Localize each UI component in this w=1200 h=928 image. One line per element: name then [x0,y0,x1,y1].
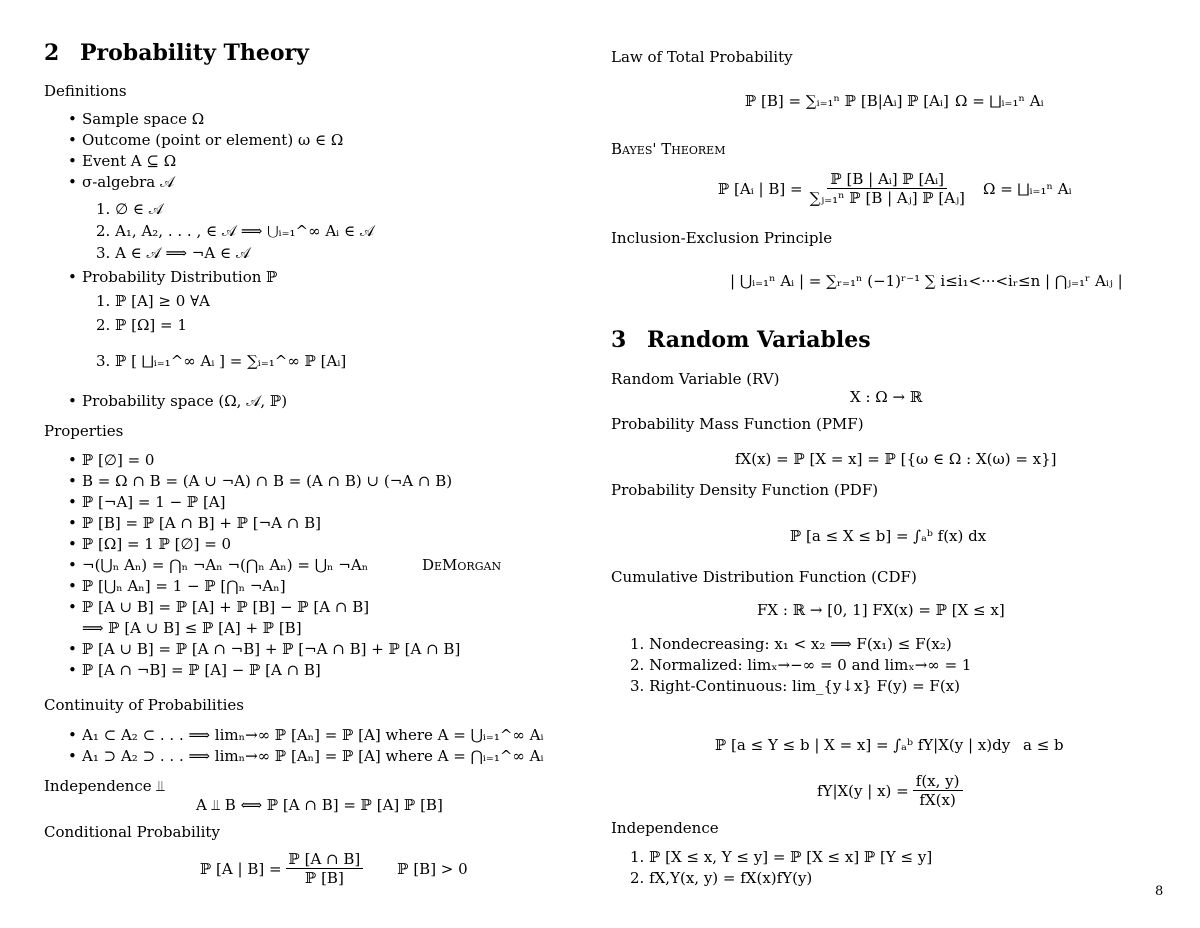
list-item: • Probability Distribution ℙ [68,268,278,286]
bullet-icon: • [68,577,77,595]
cond-lhs: ℙ [A | B] = [200,859,282,878]
bullet-icon: • [68,392,77,410]
list-item: • ¬(⋃ₙ Aₙ) = ⋂ₙ ¬Aₙ ¬(⋂ₙ Aₙ) = ⋃ₙ ¬Aₙ DeMorgan [68,556,502,574]
bayes-label: Bayes' Theorem [611,140,726,158]
conditional-label: Conditional Probability [44,823,220,841]
cond-rhs: ℙ [B] > 0 [397,859,468,878]
bullet-icon: • [68,726,77,744]
pmf-equation: fX(x) = ℙ [X = x] = ℙ [{ω ∈ Ω : X(ω) = x}] [735,450,1057,468]
list-item: • ℙ [A ∪ B] = ℙ [A ∩ ¬B] + ℙ [¬A ∩ B] + ℙ [A ∩ B] [68,640,461,658]
bayes-numerator: ℙ [B | Aᵢ] ℙ [Aᵢ] [827,170,947,189]
cond-density-equation [817,772,967,809]
cdf-equation: FX : ℝ → [0, 1] FX(x) = ℙ [X ≤ x] [757,601,1005,619]
cond-density-fraction [913,772,963,809]
sigma-algebra-list [96,200,374,266]
prob-dist-list [96,292,346,382]
list-item: • A₁ ⊃ A₂ ⊃ . . . ⟹ limₙ→∞ ℙ [Aₙ] = ℙ [A] where A = ⋂ᵢ₌₁^∞ Aᵢ [68,747,544,765]
bayes-denominator: ∑ⱼ₌₁ⁿ ℙ [B | Aⱼ] ℙ [Aⱼ] [809,189,965,207]
bayes-equation [718,170,972,207]
list-item: • ℙ [A ∩ ¬B] = ℙ [A] − ℙ [A ∩ B] [68,661,321,679]
section-3-title [611,327,871,353]
list-item: • Outcome (point or element) ω ∈ Ω [68,131,344,149]
bullet-icon: • [68,535,77,553]
cond-density-numerator: f(x, y) [913,772,963,791]
incl-excl-equation: | ⋃ᵢ₌₁ⁿ Aᵢ | = ∑ᵣ₌₁ⁿ (−1)ʳ⁻¹ ∑ i≤i₁<···<iᵣ≤n | ⋂ⱼ₌₁ʳ Aᵢⱼ | [730,272,1123,290]
list-item: 3. ℙ [ ⨆ᵢ₌₁^∞ Aᵢ ] = ∑ᵢ₌₁^∞ ℙ [Aᵢ] [96,352,347,370]
list-item: • A₁ ⊂ A₂ ⊂ . . . ⟹ limₙ→∞ ℙ [Aₙ] = ℙ [A] where A = ⋃ᵢ₌₁^∞ Aᵢ [68,726,544,744]
bullet-icon: • [68,451,77,469]
pdf-label: Probability Density Function (PDF) [611,481,879,499]
properties-list [68,451,502,682]
list-item: • ℙ [∅] = 0 [68,451,155,469]
bayes-lhs: ℙ [Aᵢ | B] = [718,179,803,198]
total-prob-label: Law of Total Probability [611,48,793,66]
list-item: 3. A ∈ 𝒜 ⟹ ¬A ∈ 𝒜 [96,244,251,262]
bullet-icon: • [68,110,77,128]
section-number: 3 [611,327,627,353]
page-number: 8 [1155,884,1164,899]
list-item: 1. ℙ [X ≤ x, Y ≤ y] = ℙ [X ≤ x] ℙ [Y ≤ y] [630,848,933,866]
list-item: • ℙ [Ω] = 1 ℙ [∅] = 0 [68,535,232,553]
list-item: • ℙ [B] = ℙ [A ∩ B] + ℙ [¬A ∩ B] [68,514,321,532]
list-item: 2. Normalized: limₓ→−∞ = 0 and limₓ→∞ = 1 [630,656,972,674]
section-2-title [44,40,309,66]
list-item: • Probability space (Ω, 𝒜, ℙ) [68,392,288,410]
list-item: • B = Ω ∩ B = (A ∪ ¬A) ∩ B = (A ∩ B) ∪ (¬A ∩ B) [68,472,453,490]
bullet-icon: • [68,556,77,574]
cond-pdf-condition: a ≤ b [1023,736,1064,754]
independence-equation: A ⫫ B ⟺ ℙ [A ∩ B] = ℙ [A] ℙ [B] [196,796,443,814]
list-item: • ℙ [¬A] = 1 − ℙ [A] [68,493,226,511]
section-title-text: Probability Theory [80,40,309,66]
bullet-icon: • [68,514,77,532]
list-item: • σ-algebra 𝒜 [68,173,175,191]
list-item: 1. ∅ ∈ 𝒜 [96,200,163,218]
rv-equation: X : Ω → ℝ [850,388,923,406]
cdf-label: Cumulative Distribution Function (CDF) [611,568,917,586]
cdf-properties-list [630,635,971,698]
rv-independence-list [630,848,932,890]
bullet-icon: • [68,472,77,490]
bayes-fraction [807,170,968,207]
definitions-list [68,110,344,194]
cond-pdf-equation: ℙ [a ≤ Y ≤ b | X = x] = ∫ₐᵇ fY|X(y | x)dy [715,736,1011,754]
list-item: • Event A ⊆ Ω [68,152,177,170]
cond-fraction [286,850,364,887]
cond-denominator: ℙ [B] [305,869,344,887]
pdf-equation: ℙ [a ≤ X ≤ b] = ∫ₐᵇ f(x) dx [790,527,987,545]
bullet-icon: • [68,747,77,765]
cond-density-lhs: fY|X(y | x) = [817,781,909,800]
section-title-text: Random Variables [647,327,871,353]
list-item: 3. Right-Continuous: lim_{y↓x} F(y) = F(x) [630,677,960,695]
independence-label: Independence ⫫ [44,777,165,795]
bullet-icon: • [68,661,77,679]
list-item: • ℙ [⋃ₙ Aₙ] = 1 − ℙ [⋂ₙ ¬Aₙ] [68,577,286,595]
pmf-label: Probability Mass Function (PMF) [611,415,864,433]
list-item: • ℙ [A ∪ B] = ℙ [A] + ℙ [B] − ℙ [A ∩ B] [68,598,370,616]
bullet-icon: • [68,598,77,616]
rv-independence-label: Independence [611,819,719,837]
continuity-list [68,726,544,768]
incl-excl-label: Inclusion-Exclusion Principle [611,229,833,247]
implies-line: ⟹ ℙ [A ∪ B] ≤ ℙ [A] + ℙ [B] [82,619,302,637]
list-item: 1. Nondecreasing: x₁ < x₂ ⟹ F(x₁) ≤ F(x₂) [630,635,952,653]
bullet-icon: • [68,152,77,170]
section-number: 2 [44,40,60,66]
bullet-icon: • [68,268,77,286]
total-prob-omega: Ω = ⨆ᵢ₌₁ⁿ Aᵢ [955,92,1044,110]
cond-density-denominator: fX(x) [919,791,956,809]
conditional-equation [200,850,468,887]
bayes-omega: Ω = ⨆ᵢ₌₁ⁿ Aᵢ [983,180,1072,198]
list-item: 2. fX,Y(x, y) = fX(x)fY(y) [630,869,813,887]
bullet-icon: • [68,640,77,658]
bullet-icon: • [68,131,77,149]
list-item: 2. ℙ [Ω] = 1 [96,316,187,334]
total-prob-equation: ℙ [B] = ∑ᵢ₌₁ⁿ ℙ [B|Aᵢ] ℙ [Aᵢ] [745,92,949,110]
list-item: • Sample space Ω [68,110,205,128]
bullet-icon: • [68,493,77,511]
list-item: 1. ℙ [A] ≥ 0 ∀A [96,292,210,310]
bullet-icon: • [68,173,77,191]
cond-numerator: ℙ [A ∩ B] [286,850,364,869]
properties-label: Properties [44,422,124,440]
continuity-label: Continuity of Probabilities [44,696,244,714]
definitions-label: Definitions [44,82,127,100]
rv-label: Random Variable (RV) [611,370,780,388]
list-item: 2. A₁, A₂, . . . , ∈ 𝒜 ⟹ ⋃ᵢ₌₁^∞ Aᵢ ∈ 𝒜 [96,222,375,240]
demorgan-tag: DeMorgan [422,556,502,574]
